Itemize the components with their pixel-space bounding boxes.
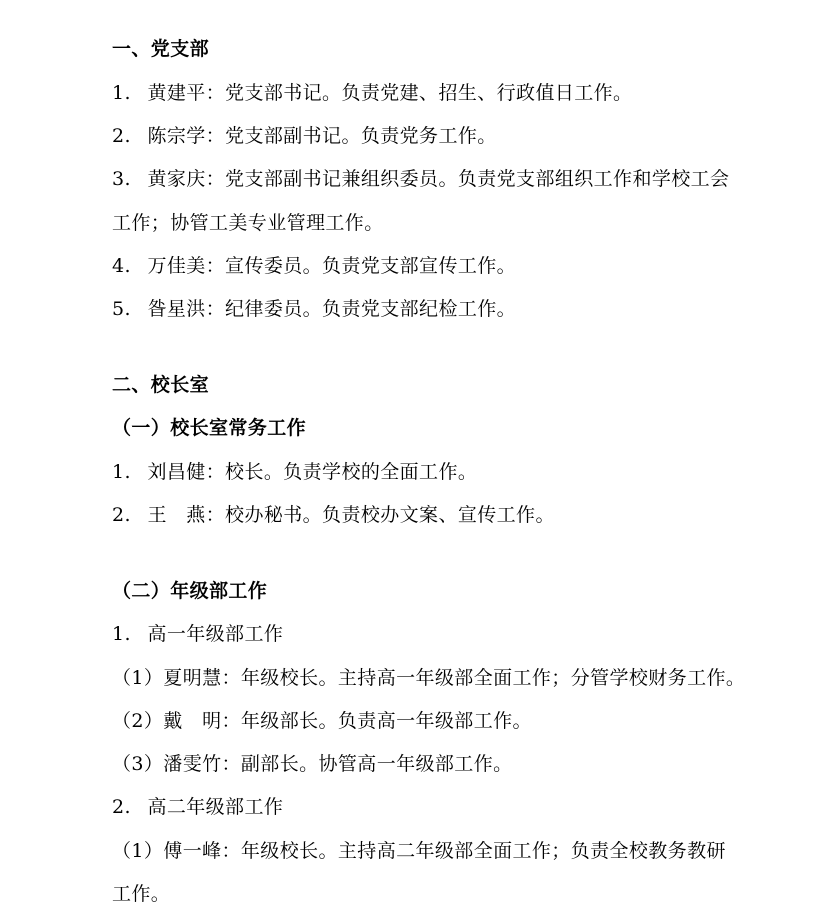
list-item <box>112 124 497 148</box>
list-item <box>112 503 555 527</box>
list-item <box>112 795 283 819</box>
list-item <box>112 167 729 191</box>
list-item-continuation <box>112 211 384 235</box>
list-item-number: 2. <box>112 125 131 147</box>
list-item-text: 王 燕：校办秘书。负责校办文案、宣传工作。 <box>147 504 555 526</box>
list-item-number: 5. <box>112 298 131 320</box>
list-item-text: （3）潘雯竹：副部长。协管高一年级部工作。 <box>112 753 513 775</box>
list-item-number: 2. <box>112 796 131 818</box>
list-item-text: 高一年级部工作 <box>147 623 284 645</box>
list-item-number: 2. <box>112 504 131 526</box>
list-item-number: 4. <box>112 255 131 277</box>
sub-list-item <box>112 839 726 863</box>
list-item-text: 工作。 <box>112 883 171 905</box>
list-item-text: 工作；协管工美专业管理工作。 <box>112 212 384 234</box>
section-heading-party-branch: 一、党支部 <box>112 38 210 60</box>
list-item-text: （1）夏明慧：年级校长。主持高一年级部全面工作；分管学校财务工作。 <box>112 667 746 689</box>
sub-list-item <box>112 666 745 690</box>
list-item-number: 1. <box>112 82 131 104</box>
list-item-number: 1. <box>112 461 131 483</box>
list-item-number: 3. <box>112 168 131 190</box>
list-item-text: 万佳美：宣传委员。负责党支部宣传工作。 <box>147 255 517 277</box>
list-item-text: 陈宗学：党支部副书记。负责党务工作。 <box>147 125 497 147</box>
sub-list-item <box>112 709 532 733</box>
list-item <box>112 297 516 321</box>
list-item-text: （1）傅一峰：年级校长。主持高二年级部全面工作；负责全校教务教研 <box>112 840 726 862</box>
list-item-number: 1. <box>112 623 131 645</box>
sub-list-item <box>112 752 513 776</box>
list-item-text: 高二年级部工作 <box>147 796 284 818</box>
list-item-text: 黄家庆：党支部副书记兼组织委员。负责党支部组织工作和学校工会 <box>147 168 730 190</box>
list-item-continuation <box>112 882 170 906</box>
section-heading-principal-office: 二、校长室 <box>112 374 210 396</box>
list-item <box>112 622 283 646</box>
list-item <box>112 460 477 484</box>
list-item <box>112 81 632 105</box>
subsection-heading-routine-work: （一）校长室常务工作 <box>112 417 307 439</box>
list-item-text: 昝星洪：纪律委员。负责党支部纪检工作。 <box>147 298 517 320</box>
list-item-text: 刘昌健：校长。负责学校的全面工作。 <box>147 461 478 483</box>
list-item <box>112 254 516 278</box>
list-item-text: 黄建平：党支部书记。负责党建、招生、行政值日工作。 <box>147 82 633 104</box>
subsection-heading-grade-department: （二）年级部工作 <box>112 580 268 602</box>
list-item-text: （2）戴 明：年级部长。负责高一年级部工作。 <box>112 710 532 732</box>
